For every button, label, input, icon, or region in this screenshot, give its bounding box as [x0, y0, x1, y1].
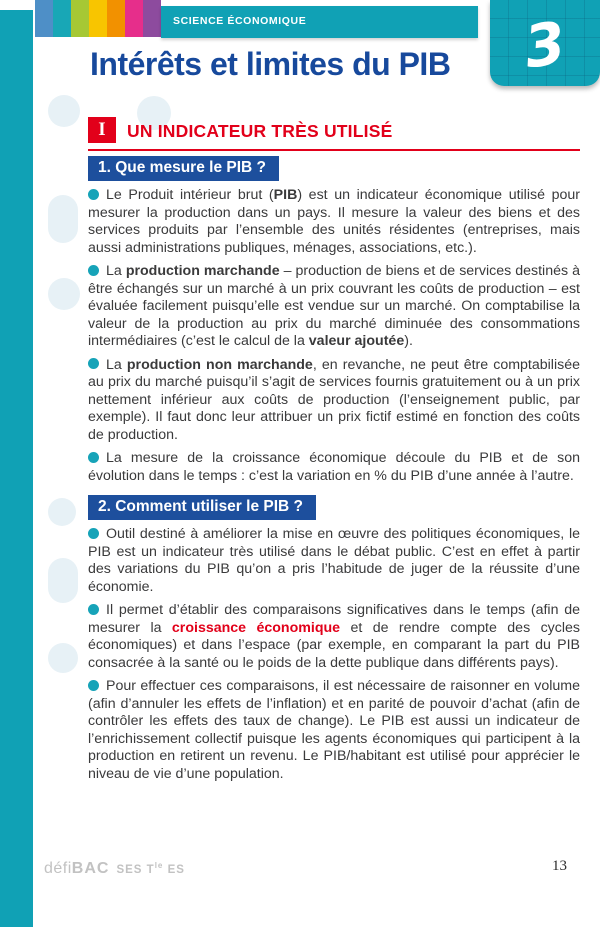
- page-title: Intérêts et limites du PIB: [90, 46, 451, 82]
- subsections: [88, 156, 580, 783]
- bullet-icon: [88, 680, 99, 691]
- paragraph: [88, 526, 580, 596]
- bubble-decoration: [48, 278, 80, 310]
- subsection-heading: 2. Comment utiliser le PIB ?: [88, 495, 316, 520]
- text-segment: et de rendre compte des cycles économiques) et dans l’espace (par exemple, en comparant la part du PIB consacrée à la santé ou le poids de la dette publique dans différents pays).: [88, 619, 581, 671]
- bullet-icon: [88, 265, 99, 276]
- bullet-icon: [88, 358, 99, 369]
- chapter-number: 3: [520, 8, 570, 82]
- stripe-yellow: [89, 0, 107, 37]
- paragraph: [88, 678, 580, 783]
- text-segment: Le Produit intérieur brut (: [106, 187, 274, 203]
- text-segment: production non marchande: [126, 356, 313, 373]
- series-suffix: ES: [163, 864, 185, 876]
- text-segment: , en revanche, ne peut être comptabilisée au prix du marché puisqu’il s’agit de services fournis gratuitement ou à un prix nettement inférieur aux coûts de production (l’enseignement public, par exemple). Il faut donc leur attribuer un prix fictif estimé en fonction des coûts de production.: [88, 356, 580, 443]
- text-segment: croissance économique: [171, 619, 341, 636]
- text-segment: La mesure de la croissance économique découle du PIB et de son évolution dans le temps : c’est la variation en % du PIB d’une année à l’autre.: [88, 450, 580, 484]
- paragraph: [88, 187, 580, 257]
- bubble-decoration: [48, 498, 76, 526]
- section-title: UN INDICATEUR TRÈS UTILISÉ: [127, 120, 393, 141]
- bullet-icon: [88, 528, 99, 539]
- section-numeral-box: I: [88, 117, 116, 143]
- text-segment: ).: [404, 333, 413, 349]
- bullet-icon: [88, 452, 99, 463]
- brand-main: BAC: [71, 860, 110, 877]
- brand-logo: [44, 860, 185, 878]
- category-label: SCIENCE ÉCONOMIQUE: [173, 15, 307, 27]
- text-segment: Outil destiné à améliorer la mise en œuvre des politiques économiques, le PIB est un indicateur très utilisé dans le débat public. C’est en effet à partir des variations du PIB qu’on a pris l’habitude de juger de la réussite d’une économie.: [88, 526, 580, 595]
- bullet-icon: [88, 604, 99, 615]
- paragraph: [88, 357, 580, 445]
- color-stripes: [35, 0, 161, 37]
- category-band: [161, 6, 478, 38]
- text-segment: ) est un indicateur économique utilisé pour mesurer la production dans un pays. Il mesure la valeur des biens et des services produits par l’ensemble des unités résidentes (entreprises, mais aussi administrations publiques, ménages, associations, etc.).: [88, 187, 580, 256]
- page-number: 13: [552, 858, 567, 874]
- series-sup: le: [154, 861, 164, 871]
- stripe-teal: [53, 0, 71, 37]
- paragraph: [88, 263, 580, 351]
- brand-series: [116, 861, 185, 876]
- stripe-orange: [107, 0, 125, 37]
- bubble-decoration: [48, 195, 78, 243]
- subsection-heading: 1. Que mesure le PIB ?: [88, 156, 279, 181]
- text-segment: Pour effectuer ces comparaisons, il est nécessaire de raisonner en volume (afin d’annuler les effets de l’inflation) et en parité de pouvoir d’achat (afin de contrôler les effets des taux de change). Le PIB est aussi un indicateur de l’enrichissement collectif puisque les agents économiques qui participent à la production en retirent un revenu. Le PIB/habitant est utilisé pour apprécier le niveau de vie d’une population.: [88, 678, 580, 782]
- bubble-decoration: [48, 643, 78, 673]
- paragraph: [88, 602, 580, 672]
- stripe-purple: [143, 0, 161, 37]
- text-segment: Il permet d’établir des comparaisons significatives dans le temps (afin de mesurer la: [88, 602, 580, 636]
- text-segment: La: [106, 263, 126, 279]
- stripe-pink: [125, 0, 143, 37]
- content-area: [88, 117, 580, 783]
- text-segment: production marchande: [125, 263, 280, 279]
- left-edge-bar: [0, 10, 33, 927]
- bubble-decoration: [48, 558, 78, 603]
- section-heading: [88, 117, 580, 151]
- text-segment: valeur ajoutée: [308, 333, 405, 349]
- text-segment: PIB: [273, 187, 298, 203]
- paragraph: [88, 450, 580, 485]
- series-text: SES T: [116, 864, 155, 876]
- text-segment: – production de biens et de services destinés à être échangés sur un marché à un prix couvrant les coûts de production – est évaluée facilement puisqu’elle est vendue sur un marché. On comptabilise la valeur de la production au prix du marché diminuée des consommations intermédiaires (c’est le calcul de la: [88, 263, 580, 349]
- chapter-number-box: [490, 0, 600, 86]
- bullet-icon: [88, 189, 99, 200]
- stripe-blue: [35, 0, 53, 37]
- text-segment: La: [106, 356, 127, 373]
- stripe-green: [71, 0, 89, 37]
- brand-prefix: défi: [44, 860, 72, 877]
- bubble-decoration: [48, 95, 80, 127]
